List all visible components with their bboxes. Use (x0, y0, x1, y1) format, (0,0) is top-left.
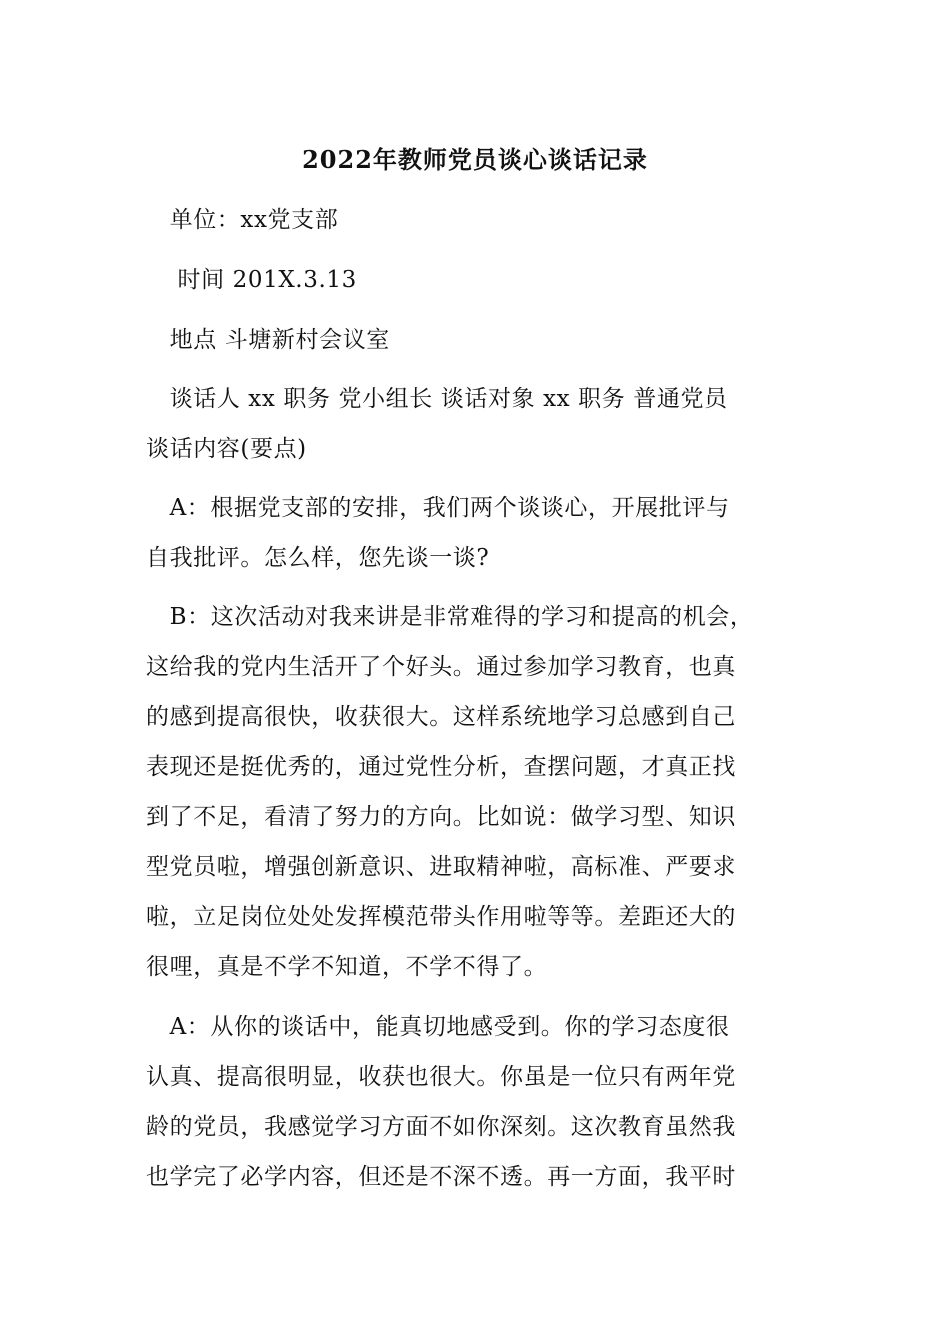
participants-line: 谈话人 xx 职务 党小组长 谈话对象 xx 职务 普通党员 (146, 386, 728, 412)
paragraph-line: B：这次活动对我来讲是非常难得的学习和提高的机会， (146, 604, 754, 630)
paragraph-line: 很哩，真是不学不知道，不学不得了。 (146, 954, 548, 980)
paragraph-line: 到了不足，看清了努力的方向。比如说：做学习型、知识 (146, 804, 736, 830)
paragraph-line: 型党员啦，增强创新意识、进取精神啦，高标准、严要求 (146, 854, 736, 880)
paragraph-line: 龄的党员，我感觉学习方面不如你深刻。这次教育虽然我 (146, 1114, 736, 1140)
paragraph-line: 也学完了必学内容，但还是不深不透。再一方面，我平时 (146, 1164, 736, 1190)
paragraph-line: 自我批评。怎么样，您先谈一谈? (146, 545, 490, 571)
document-title: 2022年教师党员谈心谈话记录 (302, 145, 648, 174)
content-heading: 谈话内容(要点) (146, 436, 307, 462)
paragraph-line: 表现还是挺优秀的，通过党性分析，查摆问题，才真正找 (146, 754, 736, 780)
paragraph-line: 认真、提高很明显，收获也很大。你虽是一位只有两年党 (146, 1064, 736, 1090)
paragraph-line: A：根据党支部的安排，我们两个谈谈心，开展批评与 (146, 495, 730, 521)
paragraph-line: 啦，立足岗位处处发挥模范带头作用啦等等。差距还大的 (146, 904, 736, 930)
unit-line: 单位：xx党支部 (146, 207, 339, 233)
location-line: 地点 斗塘新村会议室 (146, 327, 390, 353)
paragraph-line: 这给我的党内生活开了个好头。通过参加学习教育，也真 (146, 654, 736, 680)
time-line: 时间 201X.3.13 (146, 267, 357, 293)
paragraph-line: A：从你的谈话中，能真切地感受到。你的学习态度很 (146, 1014, 730, 1040)
paragraph-line: 的感到提高很快，收获很大。这样系统地学习总感到自己 (146, 704, 736, 730)
